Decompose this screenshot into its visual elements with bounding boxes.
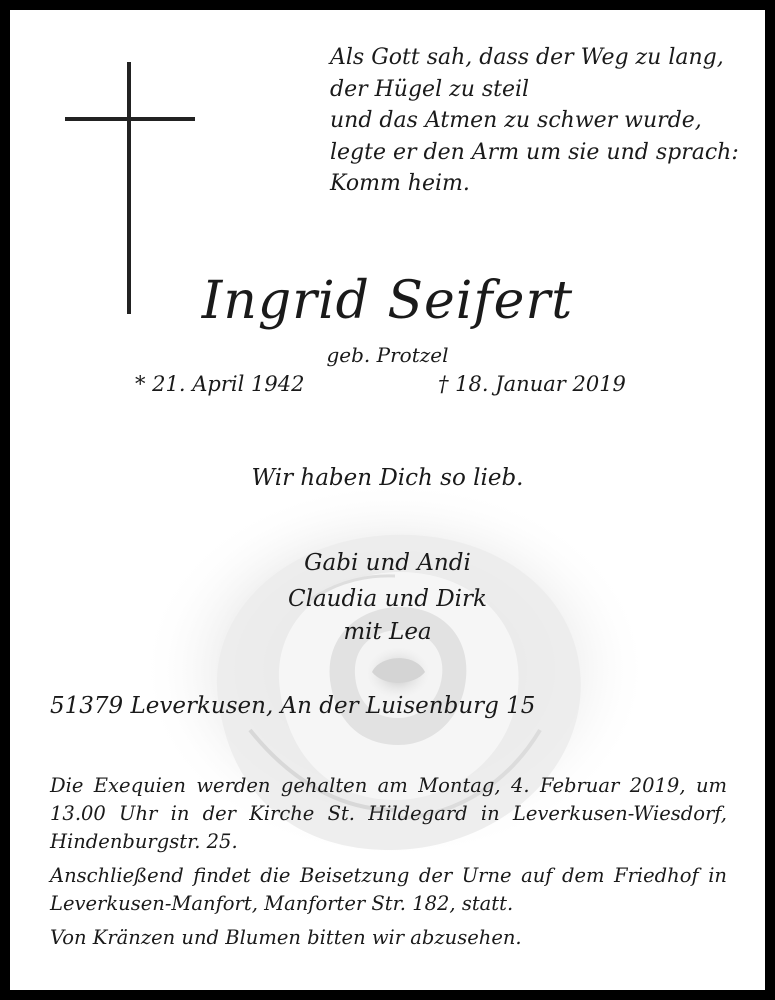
birth-name: geb. Protzel bbox=[326, 343, 449, 367]
family-line: mit Lea bbox=[343, 619, 432, 645]
poem-line: legte er den Arm um sie und sprach: bbox=[330, 139, 739, 165]
family-line: Claudia und Dirk bbox=[288, 586, 487, 612]
poem-line: der Hügel zu steil bbox=[330, 76, 530, 102]
family-address: 51379 Leverkusen, An der Luisenburg 15 bbox=[50, 693, 536, 719]
poem-line: Komm heim. bbox=[330, 171, 470, 196]
poem bbox=[330, 42, 739, 200]
exequien-paragraph: Die Exequien werden gehalten am Montag, 4. Februar 2019, um 13.00 Uhr in der Kirche St. Hildegard in Leverkusen-Wiesdorf, Hindenburgstr. 25. bbox=[50, 774, 727, 853]
family-line: Gabi und Andi bbox=[304, 550, 471, 576]
poem-line: Als Gott sah, dass der Weg zu lang, bbox=[330, 45, 724, 70]
death-date: † 18. Januar 2019 bbox=[438, 372, 626, 396]
funeral-notice bbox=[50, 772, 727, 958]
family-signatures bbox=[10, 545, 765, 647]
farewell-line: Wir haben Dich so lieb. bbox=[251, 465, 524, 491]
burial-paragraph: Anschließend findet die Beisetzung der Urne auf dem Friedhof in Leverkusen-Manfort, Manforter Str. 182, statt. bbox=[50, 864, 727, 915]
birth-date: * 21. April 1942 bbox=[135, 372, 305, 396]
poem-line: und das Atmen zu schwer wurde, bbox=[330, 108, 702, 133]
deceased-name: Ingrid Seifert bbox=[201, 271, 574, 331]
flowers-paragraph: Von Kränzen und Blumen bitten wir abzusehen. bbox=[50, 926, 522, 949]
